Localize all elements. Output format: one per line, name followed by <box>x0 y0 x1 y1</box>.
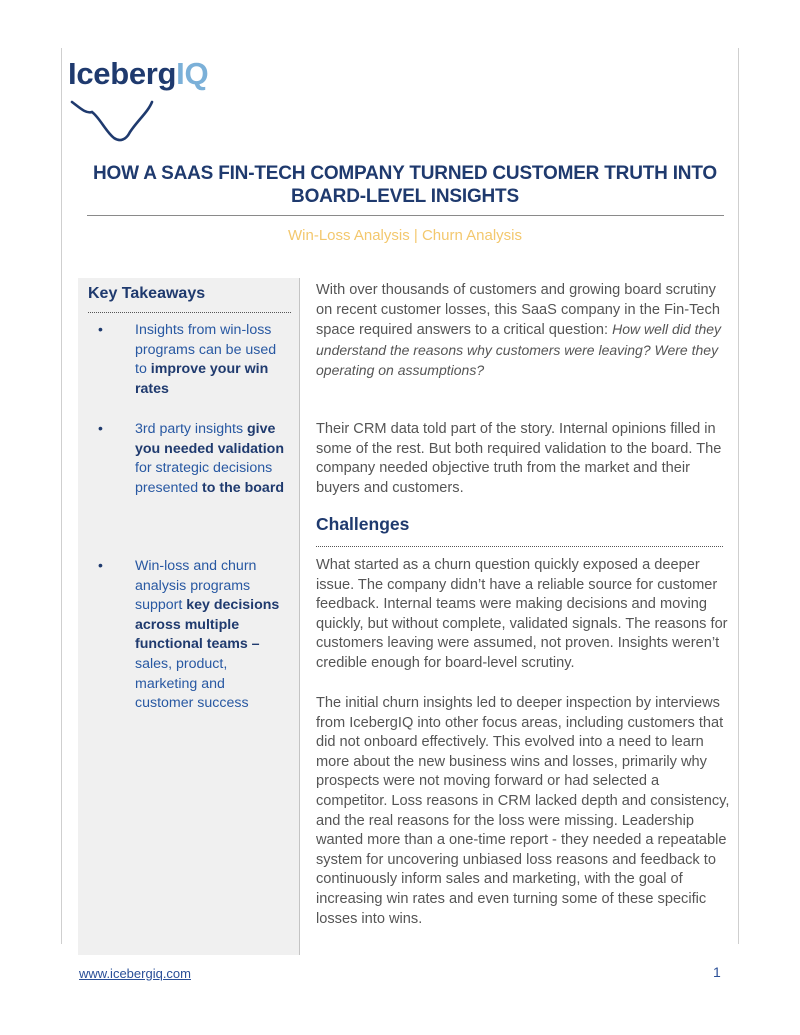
left-margin-rule <box>61 48 62 944</box>
key-takeaways-heading: Key Takeaways <box>88 285 206 302</box>
takeaway-text: Win-loss and churn analysis programs support key decisions across multiple functional teams – sales, product, marketing and customer success <box>135 558 280 712</box>
website-link[interactable]: www.icebergiq.com <box>79 966 191 981</box>
title-divider <box>87 215 724 216</box>
iceberg-outline-icon <box>68 92 178 154</box>
challenges-paragraph: What started as a churn question quickly exposed a deeper issue. The company didn’t have a reliable source for customer feedback. Internal teams were making decisions and moving quickly, but without complete, validated signals. The reasons for customers leaving were assumed, not proven. Insights weren’t credible enough for board-level scrutiny. <box>316 557 728 671</box>
challenges-paragraph: The initial churn insights led to deeper inspection by interviews from IcebergIQ into other focus areas, including customers that did not onboard effectively. This evolved into a need to learn more about the new business wins and losses, primarily why prospects were not moving forward or had selected a competitor. Loss reasons in CRM lacked depth and consistency, and the real reasons for the loss were missing. Leadership wanted more than a one-time report - they needed a repeatable system for uncovering unbiased loss reasons and feedback to continuously inform sales and marketing, with the goal of increasing win rates and even turning some of these specific losses into wins. <box>316 695 730 927</box>
bullet-icon: • <box>98 557 103 573</box>
page-subtitle: Win-Loss Analysis | Churn Analysis <box>288 227 522 244</box>
key-takeaways-sidebar <box>78 278 300 955</box>
takeaway-text: 3rd party insights give you needed validation for strategic decisions presented to the board <box>135 421 285 496</box>
bullet-icon: • <box>98 420 103 436</box>
page-number: 1 <box>713 964 721 980</box>
icebergiq-logo <box>68 56 218 156</box>
bullet-icon: • <box>98 321 103 337</box>
logo-wordmark: IcebergIQ <box>68 56 209 91</box>
challenges-heading: Challenges <box>316 514 410 534</box>
challenges-divider <box>316 546 723 547</box>
page-title: HOW A SAAS FIN-TECH COMPANY TURNED CUSTOMER TRUTH INTO BOARD-LEVEL INSIGHTS <box>93 163 717 207</box>
key-takeaways-divider <box>88 312 291 313</box>
takeaway-text: Insights from win-loss programs can be used to improve your win rates <box>135 322 277 397</box>
crm-paragraph: Their CRM data told part of the story. Internal opinions filled in some of the rest. But both required validation to the board. The company needed objective truth from the market and their buyers and customers. <box>316 421 722 496</box>
intro-paragraph: With over thousands of customers and growing board scrutiny on recent customer losses, this SaaS company in the Fin-Tech space required answers to a critical question: How well did they understand the reasons why customers were leaving? Were they operating on assumptions? <box>316 282 722 379</box>
